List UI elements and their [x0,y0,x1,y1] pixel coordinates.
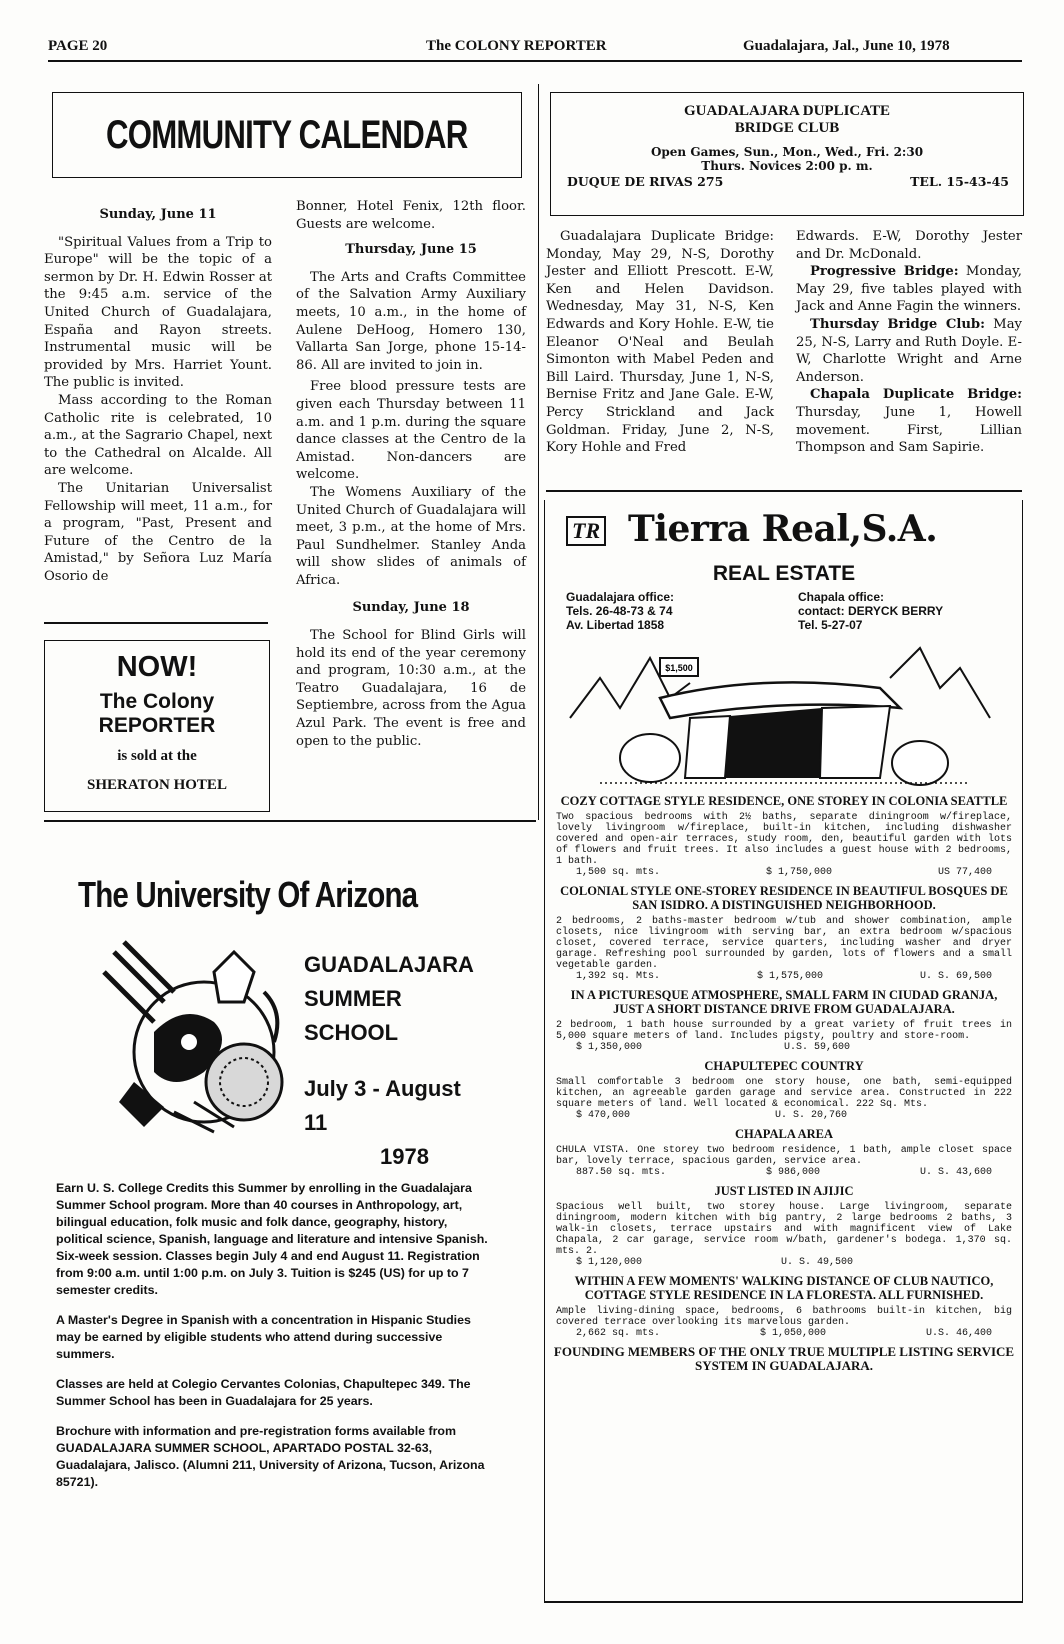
ad-border [1022,500,1023,1602]
now-line: is sold at the [117,748,197,764]
calendar-heading: Sunday, June 11 [99,207,217,222]
listing-price: U. S. 20,760 [775,1110,848,1121]
listing-price-row [556,867,1012,878]
bridge-section-label: Thursday Bridge Club: [810,316,986,332]
calendar-heading: Thursday, June 15 [345,242,477,258]
listing-heading: JUST LISTED IN AJIJIC [714,1184,854,1198]
listing-price: $ 1,350,000 [576,1042,643,1053]
bridge-hours: Open Games, Sun., Mon., Wed., Fri. 2:30 [650,145,924,159]
divider [546,490,1022,492]
arizona-paragraph: Earn U. S. College Credits this Summer by enrolling in the Guadalajara Summer School program. More than 40 courses in Anthropology, art, bilingual education, folk music and folk dance, geography, history, political science, Spanish, language and literature and intensive Spanish. Six-week session. Classes begin July 4 and end August 11. Registration from 9:00 a.m. until 1:00 p.m. on July 3. Tuition is $245 (US) for up to 7 semester credits. [56,1181,488,1297]
price-sign: $1,500 [665,663,693,673]
arizona-paragraph: A Master's Degree in Spanish with a concentration in Hispanic Studies may be earned by eligible students who attend during successive summers. [56,1313,471,1361]
calendar-item: "Spiritual Values from a Trip to Europe" will be the topic of a sermon by Dr. H. Edwin Rosser at the 9:45 a.m. service of the United Church of Guadalajara, España and Rayon streets. Instrumental music will be provided by Mrs. Harriet Yount. The public is invited. [44,234,272,391]
bridge-section-label: Progressive Bridge: [810,264,959,280]
calendar-column-2 [296,198,526,750]
listing-price: $ 986,000 [765,1167,820,1178]
listing-description: Spacious well built, two storey house. Large livingroom, separate diningroom, modern kitchen with big pantry, 2 large bedrooms 2 baths, 3 walk-in closets, terrace upstairs and with magnificent view of Lake Chapala, 2 car garage, service room w/bath, gardener's bodega. 1,370 sq. mts. 2. [556,1202,1012,1257]
listing-price: $ 1,050,000 [759,1328,826,1339]
listing-price-row [556,1042,1012,1053]
calendar-item: The Womens Auxiliary of the United Church of Guadalajara will meet, 3 p.m., at the home of Mrs. Paul Sundhelmer. Stanley Anda will show slides of animals of Africa. [296,484,526,588]
ad-border [544,500,545,1602]
listing-price: US 77,400 [937,867,992,878]
divider [44,820,536,822]
arizona-subtitle: SUMMER [304,986,402,1011]
arizona-subtitle: GUADALAJARA [304,952,474,977]
listing-description: CHULA VISTA. One storey two bedroom residence, 1 bath, ample closet space bar, lovely terrace, spacious garden, service area. [556,1145,1012,1167]
arizona-title: The University Of Arizona [78,874,418,915]
page-number: PAGE 20 [48,38,108,54]
calendar-item: The Unitarian Universalist Fellowship will meet, 11 a.m., for a program, "Past, Present and Future of the Centro de la Amistad," by Señora Luz María Osorio de [44,480,272,584]
bridge-results: Guadalajara Duplicate Bridge: Monday, May 29, N-S, Dorothy Jester and Elliott Prescott. E-W, Ken and Helen Davidson. Wednesday, May 31, N-S, Ken Edwards and Kory Hohle. E-W, tie Eleanor O'Neal and Beulah Simonton with Mabel Peden and Bill Laird. Thursday, June 1, N-S, Bernise Fritz and Jane Gale. E-W, Percy Strickland and Jack Goldman. Friday, June 2, N-S, Kory Hohle and Fred [546,229,774,456]
calendar-item: Mass according to the Roman Catholic rite is celebrated, 10 a.m., at the Sagrario Chapel, next to the Cathedral on Alcalde. All are welcome. [44,392,272,479]
calendar-title: COMMUNITY CALENDAR [52,92,522,178]
listing-heading: CHAPALA AREA [734,1127,834,1141]
listing-description: Small comfortable 3 bedroom one story house, one bath, semi-equipped kitchen, an agreeable garden garage and service area. Constructed in 222 square meters of land. Well located & economical. 222 Sq. Mts. [556,1077,1012,1110]
dolmen-illustration [560,638,1008,788]
listing-price-row [556,1328,1012,1339]
dateline: Guadalajara, Jal., June 10, 1978 [743,38,950,54]
bridge-address: DUQUE DE RIVAS 275 [567,174,724,189]
listing-price: 1,392 sq. Mts. [576,971,661,982]
listing-description: 2 bedrooms, 2 baths-master bedroom w/tub and shower combination, ample closets, nice livingroom with serving bar, an extra bedroom w/spacious closet, covered terrace, service quarters, including washer and dryer garage. Refreshing pool surrounded by garden, lots of flowers and a small vegetable garden. [556,916,1012,971]
aztec-warrior-illustration [94,932,306,1142]
page-header [48,32,1028,58]
bridge-results: Monday, May 29, five tables played with Jack and Anne Fagin the winners. [796,264,1023,315]
bridge-club-box [550,92,1024,216]
bridge-phone: TEL. 15-43-45 [910,174,1009,189]
listing-price: $ 470,000 [576,1110,631,1121]
office-label: Guadalajara office: [566,590,675,604]
now-line: SHERATON HOTEL [87,777,227,793]
arizona-ad [44,836,492,1588]
listing-heading: WITHIN A FEW MOMENTS' WALKING DISTANCE OF CLUB NAUTICO, COTTAGE STYLE RESIDENCE IN LA FLORESTA. ALL FURNISHED. [574,1274,994,1302]
office-phone: Tels. 26-48-73 & 74 [566,604,673,618]
bridge-results: Thursday, June 1, Howell movement. First, Lillian Thompson and Sam Sapirie. [796,404,1022,456]
arizona-subtitle: SCHOOL [304,1020,399,1045]
header-rule [48,60,1022,62]
bridge-results-col1 [546,228,774,457]
office-phone: Tel. 5-27-07 [798,618,863,632]
listing-price-row [556,1257,1012,1268]
listing-heading: COZY COTTAGE STYLE RESIDENCE, ONE STOREY IN COLONIA SEATTLE [560,794,1008,808]
arizona-year: 1978 [380,1144,429,1169]
listing-description: Two spacious bedrooms with 2½ baths, separate diningroom w/fireplace, lovely livingroom w/fireplace, built-in kitchen, including dishwasher covered and open-air terraces, study room, den, beautiful garden with lots of flowers and fruit trees. It also includes a guest house with 2 bedrooms, 1 bath. [556,812,1012,867]
tierra-real-ad [546,508,1022,1600]
column-rule [538,84,539,820]
listing-price: U. S. 49,500 [781,1257,854,1268]
bridge-results: May 25, N-S, Larry and Ruth Doyle. E-W, Charlotte Wright and Arne Anderson. [796,316,1023,385]
listing-price-row [556,971,1012,982]
bridge-results: Edwards. E-W, Dorothy Jester and Dr. McDonald. [796,229,1022,262]
ad-border [544,1601,1023,1603]
tierra-logo: TR [566,516,606,546]
listing-price: 1,500 sq. mts. [576,867,661,878]
listing-price-row [556,1167,1012,1178]
listing-price-row [556,1110,1012,1121]
listings [546,794,1022,1339]
arizona-paragraph: Classes are held at Colegio Cervantes Colonias, Chapultepec 349. The Summer School has been in Guadalajara for 25 years. [56,1377,471,1408]
now-line: The Colony [99,690,215,713]
listing-price: U.S. 46,400 [925,1328,992,1339]
office-contact: contact: DERYCK BERRY [798,604,944,618]
bridge-results-col2 [796,228,1022,457]
listing-price: $ 1,120,000 [576,1257,643,1268]
listing-description: Ample living-dining space, bedrooms, 6 bathrooms built-in kitchen, big covered terrace overlooking its marvelous garden. [556,1306,1012,1328]
now-heading: NOW! [116,651,198,683]
divider [44,622,268,624]
listing-description: 2 bedroom, 1 bath house surrounded by a great variety of fruit trees in 5,000 square meters of land. Includes pigsty, poultry and store-room. [556,1020,1012,1042]
listing-heading: IN A PICTURESQUE ATMOSPHERE, SMALL FARM IN CIUDAD GRANJA, JUST A SHORT DISTANCE DRIVE FROM GUADALAJARA. [570,988,998,1016]
listing-price: $ 1,575,000 [756,971,823,982]
listing-heading: CHAPULTEPEC COUNTRY [704,1059,864,1073]
office-label: Chapala office: [798,590,885,604]
tierra-subtitle: REAL ESTATE [712,562,856,585]
now-box [44,640,270,812]
tierra-footer: FOUNDING MEMBERS OF THE ONLY TRUE MULTIPLE LISTING SERVICE SYSTEM IN GUADALAJARA. [553,1344,1015,1373]
calendar-item: The School for Blind Girls will hold its end of the year ceremony and program, 10:30 a.m., at the Teatro Guadalajara, 16 de Septiembre, across from the Agua Azul Park. The event is free and open to the public. [296,628,526,749]
calendar-item: Bonner, Hotel Fenix, 12th floor. Guests are welcome. [296,199,526,232]
listing-price: U. S. 43,600 [919,1167,992,1178]
arizona-body [56,1180,488,1504]
listing-price: 887.50 sq. mts. [576,1167,667,1178]
listing-price: U.S. 59,600 [784,1042,851,1053]
listing-price: 2,662 sq. mts. [576,1328,661,1339]
calendar-heading: Sunday, June 18 [352,600,470,616]
calendar-item: The Arts and Crafts Committee of the Salvation Army Auxiliary meets, 10 a.m., in the home of Aulene DeHoog, Homero 130, Vallarta San Jorge, phone 15-14-86. All are invited to join in. [296,269,526,373]
office-address: Av. Libertad 1858 [566,618,665,632]
listing-price: U. S. 69,500 [919,971,992,982]
tierra-name: Tierra Real,S.A. [628,508,938,550]
calendar-item: Free blood pressure tests are given each Thursday between 11 a.m. and 1 p.m. during the square dance classes at the Centro de la Amistad. Non-dancers are welcome. [296,379,526,483]
bridge-section-label: Chapala Duplicate Bridge: [810,387,1022,403]
arizona-paragraph: Brochure with information and pre-registration forms available from GUADALAJARA SUMMER SCHOOL, APARTADO POSTAL 32-63, Guadalajara, Jalisco. (Alumni 211, University of Arizona, Tucson, Arizona 85721). [56,1424,485,1489]
calendar-column-1 [44,198,272,585]
paper-name: The COLONY REPORTER [426,38,607,54]
bridge-hours: Thurs. Novices 2:00 p. m. [701,159,873,173]
bridge-title: BRIDGE CLUB [734,120,840,136]
arizona-dates: July 3 - August 11 [304,1076,461,1135]
listing-price: $ 1,750,000 [765,867,832,878]
listing-heading: COLONIAL STYLE ONE-STOREY RESIDENCE IN BEAUTIFUL BOSQUES DE SAN ISIDRO. A DISTINGUISHED NEIGHBORHOOD. [560,884,1008,912]
now-line: REPORTER [98,714,216,737]
bridge-title: GUADALAJARA DUPLICATE [684,103,890,119]
